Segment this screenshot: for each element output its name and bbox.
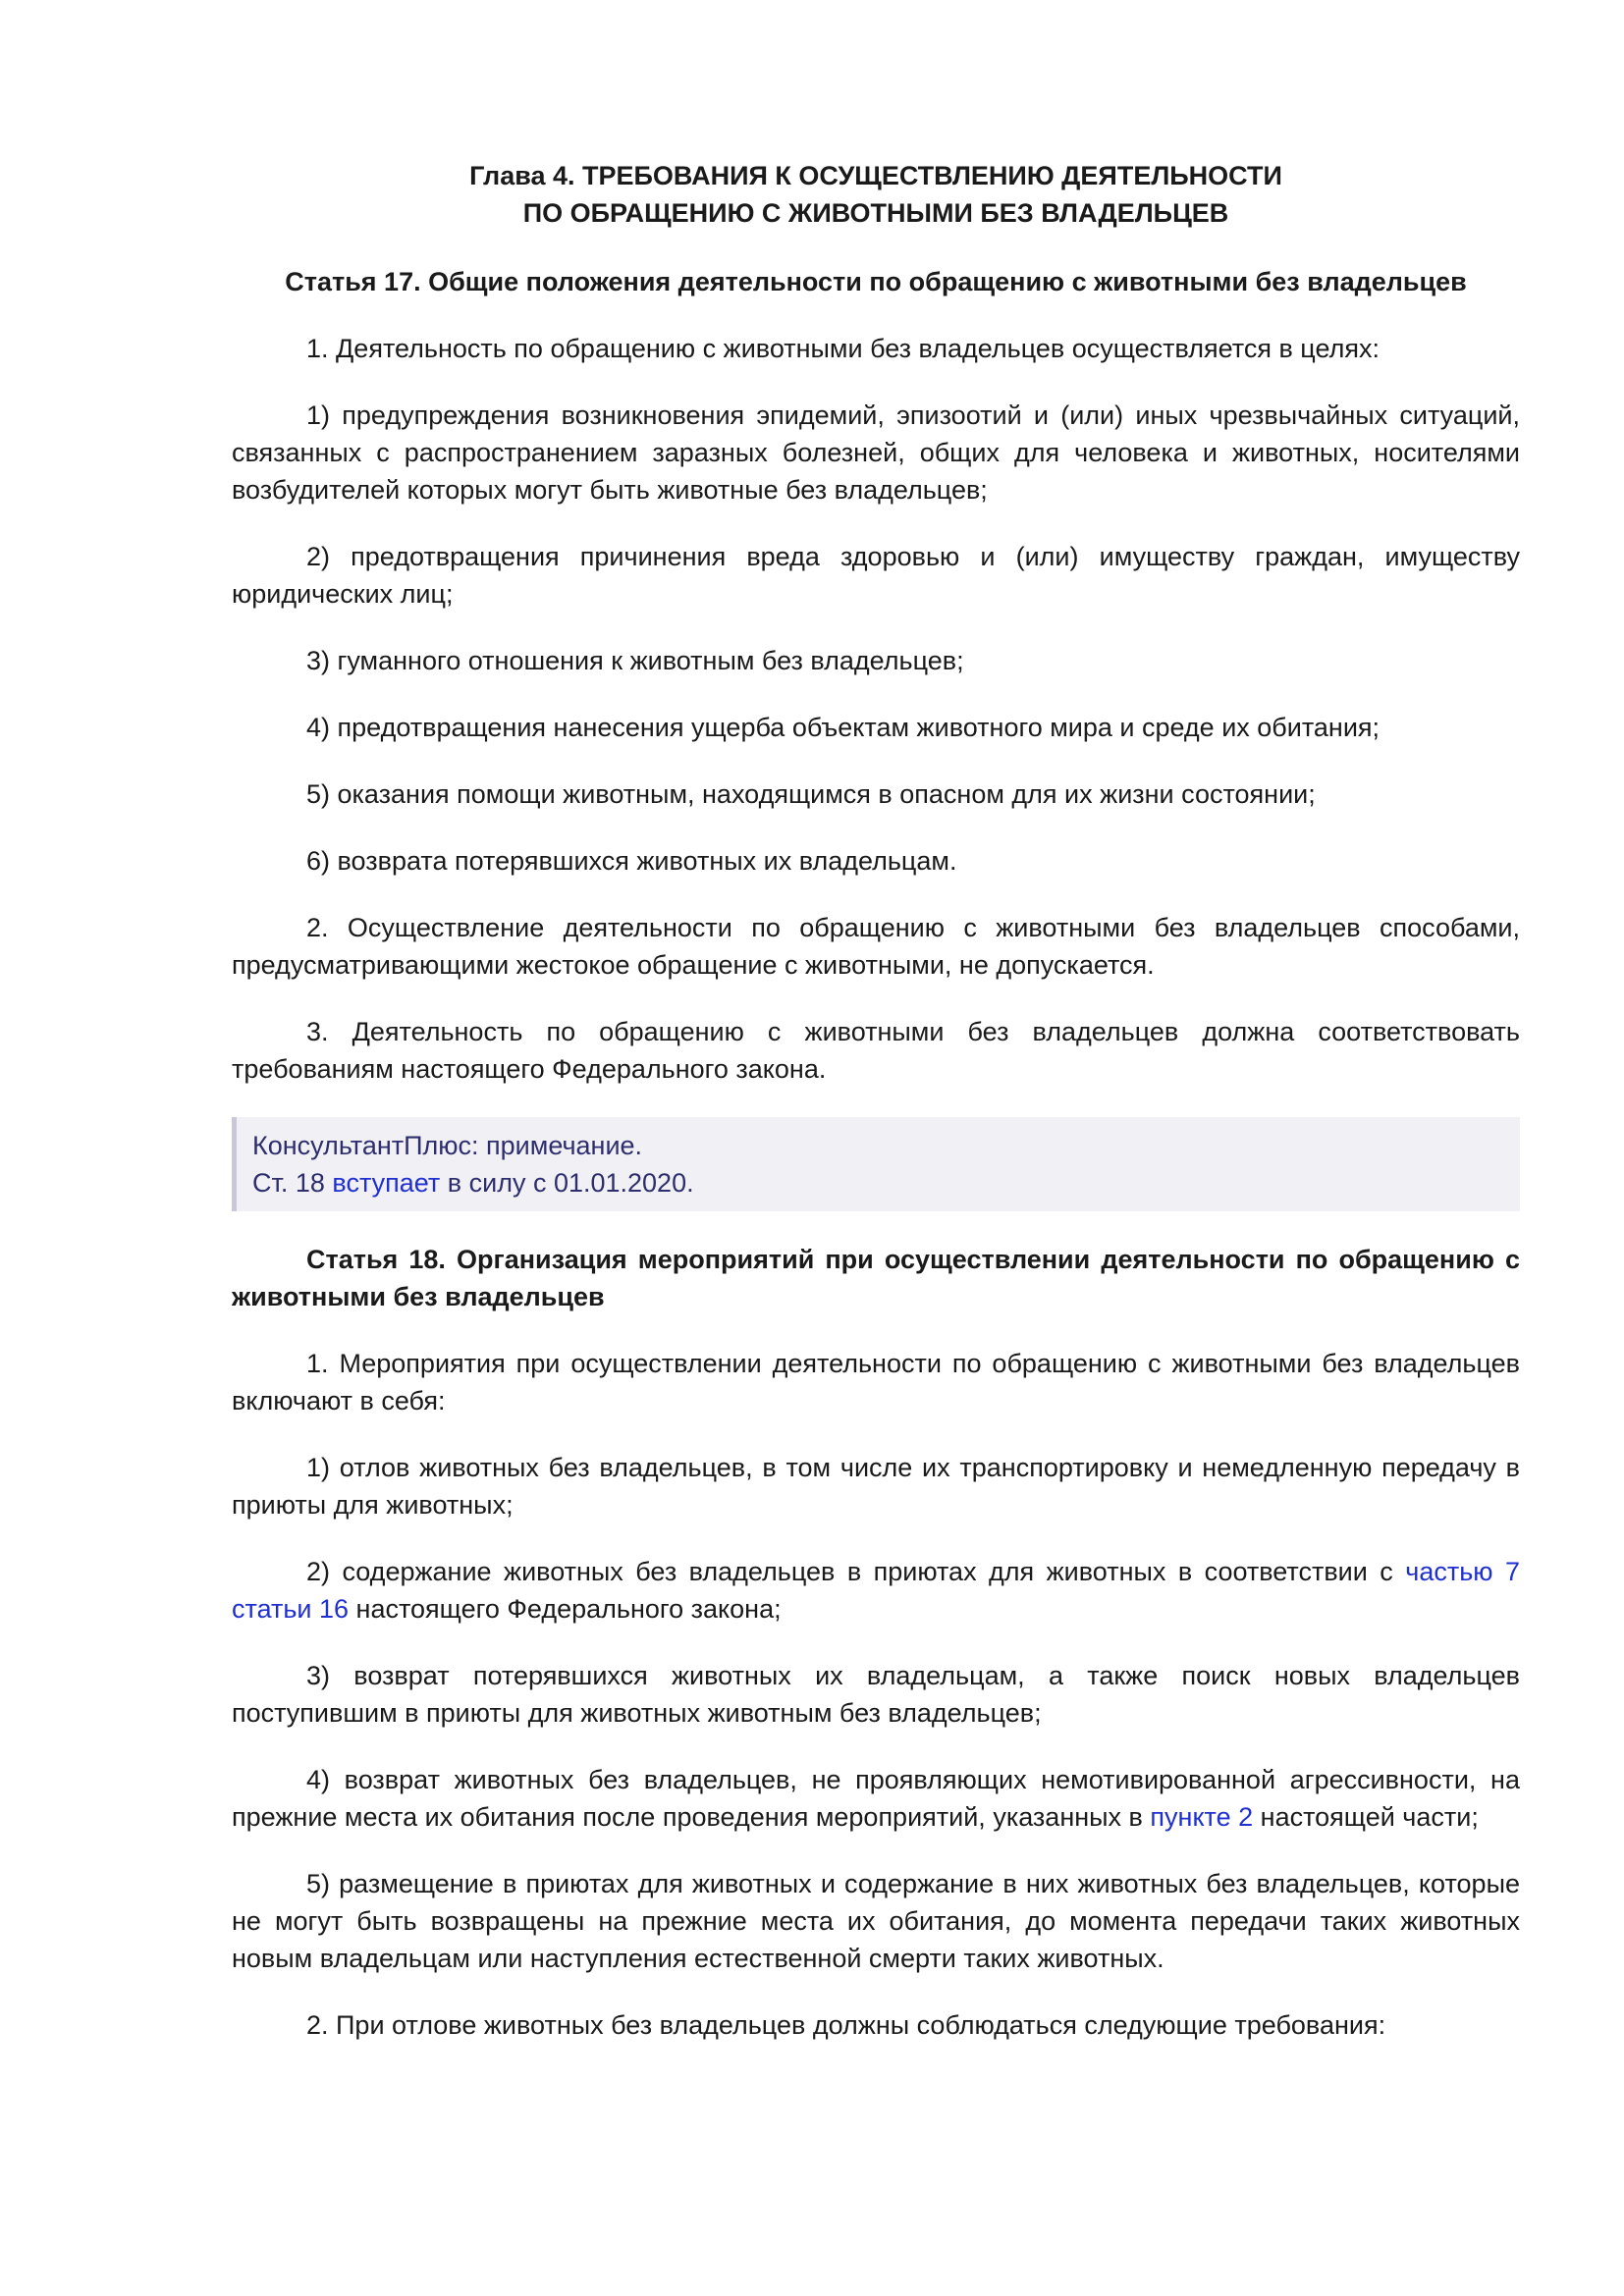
note-text-suffix: в силу с 01.01.2020.: [440, 1168, 694, 1198]
article-17-paragraph-2: 2. Осуществление деятельности по обращению с животными без владельцев способами, предусматривающими жестокое обращение с животными, не допускается.: [232, 913, 1520, 980]
note-text: [252, 1164, 1510, 1201]
article-17-item-4: 4) предотвращения нанесения ущерба объектам животного мира и среде их обитания;: [306, 713, 1380, 742]
article-17-item-5: 5) оказания помощи животным, находящимся в опасном для их жизни состоянии;: [306, 779, 1316, 809]
article-18-title: Статья 18. Организация мероприятий при осуществлении деятельности по обращению с животными без владельцев: [232, 1245, 1520, 1311]
link-point-2[interactable]: пункте 2: [1150, 1802, 1254, 1832]
article-18-item-4-prefix: 4) возврат животных без владельцев, не проявляющих немотивированной агрессивности, на прежние места их обитания после проведения мероприятий, указанных в: [232, 1765, 1520, 1832]
article-18-item-1: 1) отлов животных без владельцев, в том числе их транспортировку и немедленную передачу в приюты для животных;: [232, 1453, 1520, 1520]
document-content: [232, 157, 1520, 2044]
article-18-item-4-suffix: настоящей части;: [1253, 1802, 1479, 1832]
article-18-item-2: [232, 1553, 1520, 1628]
article-18-paragraph-2: 2. При отлове животных без владельцев должны соблюдаться следующие требования:: [306, 2010, 1386, 2040]
article-18-item-3: 3) возврат потерявшихся животных их владельцам, а также поиск новых владельцев поступившим в приюты для животных животным без владельцев;: [232, 1661, 1520, 1728]
chapter-title-line2: ПО ОБРАЩЕНИЮ С ЖИВОТНЫМИ БЕЗ ВЛАДЕЛЬЦЕВ: [522, 198, 1229, 228]
article-17-item-3: 3) гуманного отношения к животным без владельцев;: [306, 646, 964, 675]
chapter-title-line1: Глава 4. ТРЕБОВАНИЯ К ОСУЩЕСТВЛЕНИЮ ДЕЯТЕЛЬНОСТИ: [469, 161, 1282, 190]
chapter-title: [232, 157, 1520, 232]
article-18-item-2-suffix: настоящего Федерального закона;: [349, 1594, 782, 1624]
article-17-paragraph-3: 3. Деятельность по обращению с животными без владельцев должна соответствовать требованиям настоящего Федерального закона.: [232, 1017, 1520, 1084]
note-text-prefix: Ст. 18: [252, 1168, 333, 1198]
article-18-item-4: [232, 1761, 1520, 1836]
consultant-note: [232, 1117, 1520, 1211]
article-17-item-2: 2) предотвращения причинения вреда здоровью и (или) имуществу граждан, имуществу юридических лиц;: [232, 542, 1520, 609]
link-part-7-article-16[interactable]: частью 7 статьи 16: [232, 1557, 1520, 1624]
article-18-item-2-prefix: 2) содержание животных без владельцев в приютах для животных в соответствии с: [306, 1557, 1406, 1586]
article-17-item-1: 1) предупреждения возникновения эпидемий, эпизоотий и (или) иных чрезвычайных ситуаций, связанных с распространением заразных болезней, общих для человека и животных, носителями возбудителей которых могут быть животные без владельцев;: [232, 400, 1520, 505]
article-18-paragraph-1: 1. Мероприятия при осуществлении деятельности по обращению с животными без владельцев включают в себя:: [232, 1349, 1520, 1415]
note-link-vstupaet[interactable]: вступает: [332, 1168, 441, 1198]
article-17-item-6: 6) возврата потерявшихся животных их владельцам.: [306, 846, 957, 876]
note-heading: КонсультантПлюс: примечание.: [252, 1131, 643, 1160]
article-18-item-5: 5) размещение в приютах для животных и содержание в них животных без владельцев, которые не могут быть возвращены на прежние места их обитания, до момента передачи таких животных новым владельцам или наступления естественной смерти таких животных.: [232, 1869, 1520, 1973]
article-17-paragraph-1: 1. Деятельность по обращению с животными без владельцев осуществляется в целях:: [306, 334, 1380, 363]
article-17-title: Статья 17. Общие положения деятельности по обращению с животными без владельцев: [285, 267, 1467, 296]
